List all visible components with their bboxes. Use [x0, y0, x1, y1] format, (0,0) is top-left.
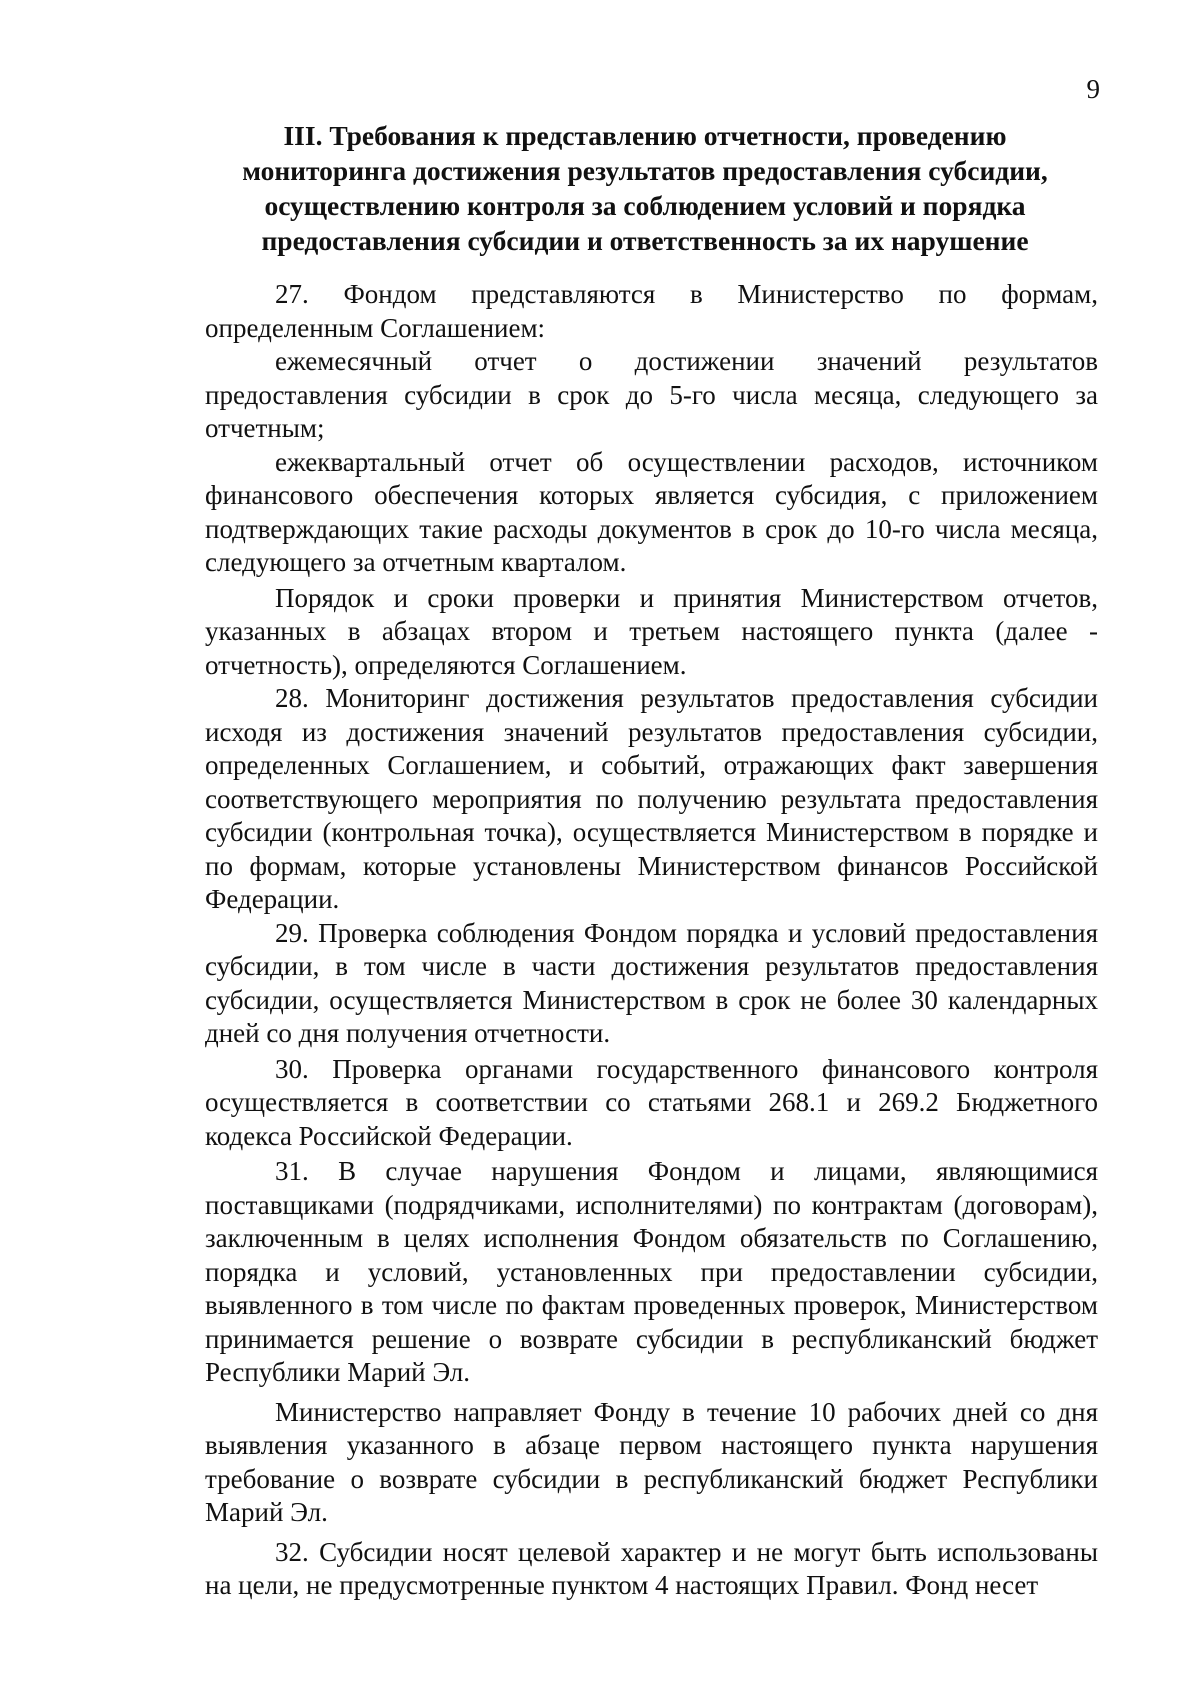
paragraph-32: 32. Субсидии носят целевой характер и не могут быть использованы на цели, не предусмотренные пунктом 4 настоящих Правил. Фонд несет [205, 1536, 1098, 1600]
heading-line: мониторинга достижения результатов предоставления субсидии, [242, 155, 1048, 186]
page-number: 9 [1086, 74, 1100, 104]
paragraph-27: 27. Фондом представляются в Министерство по формам, определенным Соглашением: [205, 279, 1098, 343]
paragraph-30: 30. Проверка органами государственного финансового контроля осуществляется в соответствии со статьями 268.1 и 269.2 Бюджетного кодекса Российской Федерации. [205, 1053, 1098, 1151]
paragraph-28: 28. Мониторинг достижения результатов предоставления субсидии исходя из достижения значений результатов предоставления субсидии, определенных Соглашением, и событий, отражающих факт завершения соответствующего мероприятия по получению результата предоставления субсидии (контрольная точка), осуществляется Министерством в порядке и по формам, которые установлены Министерством финансов Российской Федерации. [205, 683, 1098, 914]
paragraph-27-review-procedure: Порядок и сроки проверки и принятия Министерством отчетов, указанных в абзацах втором и третьем настоящего пункта (далее - отчетность), определяются Соглашением. [205, 582, 1098, 680]
section-heading [190, 118, 1100, 258]
paragraph-31-notice: Министерство направляет Фонду в течение 10 рабочих дней со дня выявления указанного в абзаце первом настоящего пункта нарушения требование о возврате субсидии в республиканский бюджет Республики Марий Эл. [205, 1396, 1098, 1527]
paragraph-27-monthly-report: ежемесячный отчет о достижении значений результатов предоставления субсидии в срок до 5-го числа месяца, следующего за отчетным; [205, 346, 1098, 443]
heading-line: III. Требования к представлению отчетности, проведению [283, 120, 1007, 151]
heading-line: осуществлению контроля за соблюдением условий и порядка [264, 190, 1026, 221]
document-body [205, 278, 1098, 1603]
paragraph-29: 29. Проверка соблюдения Фондом порядка и условий предоставления субсидии, в том числе в части достижения результатов предоставления субсидии, осуществляется Министерством в срок не более 30 календарных дней со дня получения отчетности. [205, 917, 1098, 1048]
paragraph-27-quarterly-report: ежеквартальный отчет об осуществлении расходов, источником финансового обеспечения которых является субсидия, с приложением подтверждающих такие расходы документов в срок до 10-го числа месяца, следующего за отчетным кварталом. [205, 446, 1098, 577]
heading-line: предоставления субсидии и ответственность за их нарушение [261, 225, 1029, 256]
paragraph-31: 31. В случае нарушения Фондом и лицами, являющимися поставщиками (подрядчиками, исполнителями) по контрактам (договорам), заключенным в целях исполнения Фондом обязательств по Соглашению, порядка и условий, установленных при предоставлении субсидии, выявленного в том числе по фактам проведенных проверок, Министерством принимается решение о возврате субсидии в республиканский бюджет Республики Марий Эл. [205, 1156, 1098, 1387]
